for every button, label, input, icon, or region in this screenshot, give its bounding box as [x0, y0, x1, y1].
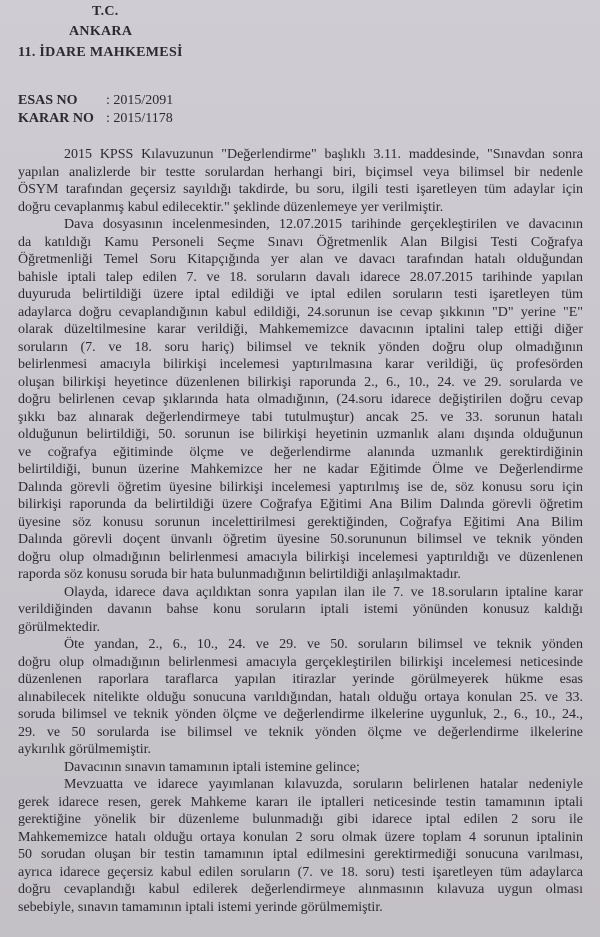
- text-line: gerek idarece resen, gerek Mahkeme kararı ile iptalleri neticesinde testin tamamının iptali: [18, 794, 583, 810]
- text-line: doğru cevaplanmış kabul edilecektir." şeklinde düzenlemeye yer verilmiştir.: [18, 199, 444, 215]
- text-line: doğru olup olmadığının belirlenmesi amacıyla gerçekleştirilen bilirkişi incelemesi neticesinde: [18, 654, 583, 670]
- text-line: aykırılık görülmemiştir.: [18, 742, 151, 757]
- text-line: gerektiğine yönelik bir düzenleme bulunmadığı gibi idarece iptal edilen 2 soru ile: [18, 812, 583, 827]
- text-line: düzenlenen raporlara taraflarca yapılan itirazlar yerinde görülmeyerek hükme esas: [18, 672, 583, 687]
- text-line: Davacının sınavın tamamının iptali istemine gelince;: [64, 759, 360, 775]
- text-line: soruların (7. ve 18. soru hariç) bilimsel ve teknik yönden doğru olup olmadığının: [18, 339, 583, 355]
- text-line: oluşan bilirkişi heyetince düzenlenen bilirkişi raporunda 2., 6., 10., 24. ve 29. sorularda ve: [18, 374, 583, 390]
- decision-body: [18, 146, 583, 916]
- text-line: 29. ve 50 sorularda ise bilimsel ve teknik yönden ölçme ve değerlendirme ilkelerine: [18, 724, 583, 740]
- text-line: belirtildiği, bunun üzerine Mahkemizce her ne kadar Eğitimde Ölme ve Değerlendirme: [18, 462, 583, 477]
- text-line: bahisle iptali talep edilen 7. ve 18. soruların davalı idarece 28.07.2015 tarihinde yapılan: [18, 269, 583, 285]
- paragraph: [18, 584, 583, 637]
- text-line: Öte yandan, 2., 6., 10., 24. ve 29. ve 50. soruların bilimsel ve teknik yönden: [64, 637, 583, 652]
- text-line: adaylarca doğru cevaplandığının kabul edildiği, 24.sorunun ise cevap şıkkının "D" yerine "E": [18, 304, 583, 320]
- paragraph: [18, 216, 583, 584]
- esas-no-label: ESAS NO: [18, 93, 78, 108]
- text-line: ayrıca idarece geçersiz kabul edilen soruların (7. ve 18. soru) testi işaretleyen tüm adaylarca: [18, 864, 583, 880]
- header-court-name: 11. İDARE MAHKEMESİ: [18, 45, 183, 60]
- text-line: 2015 KPSS Kılavuzunun "Değerlendirme" başlıklı 3.11. maddesinde, "Sınavdan sonra: [64, 147, 583, 162]
- esas-no-row: [18, 93, 173, 109]
- text-line: ÖSYM tarafından geçersiz sayıldığı takdirde, bu soru, ilgili testi işaretleyen tüm adaylar için: [18, 182, 583, 197]
- text-line: Olayda, idarece dava açıldıktan sonra yapılan ilan ile 7. ve 18.soruların iptaline karar: [64, 584, 583, 600]
- text-line: doğru olup olmadığının belirlenmesi amacıyla bilirkişi incelemesi yaptırıldığı ve düzenlenen: [18, 549, 583, 565]
- text-line: Dava dosyasının incelenmesinden, 12.07.2015 tarihinde gerçekleştirilen ve davacının: [64, 217, 583, 232]
- text-line: Öğretmenliği Temel Soru Kitapçığında yer alan ve davacı tarafından hatalı olduğundan: [18, 252, 583, 267]
- text-line: doğru cevaplandığı kabul edilerek değerlendirmeye alınmasının kılavuza uygun olması: [18, 882, 583, 897]
- karar-no-value: : 2015/1178: [106, 111, 173, 126]
- text-line: soruda bilimsel ve teknik yönden ölçme ve değerlendirme ilkelerine uygunluk, 2., 6., 10., 24.,: [18, 707, 583, 722]
- text-line: Mahkememizce hatalı olduğu ortaya konulan 2 soru olmak üzere toplam 4 sorunun iptalinin: [18, 829, 583, 845]
- text-line: olarak düzeltilmesine karar verildiği, Mahkememizce davacının iptalini talep ettiği diğer: [18, 322, 583, 337]
- karar-no-row: [18, 111, 173, 127]
- text-line: ve coğrafya eğitiminde ölçme ve değerlendirme alanında uzmanlık gerektirdiğinin: [18, 444, 583, 460]
- header-city: ANKARA: [69, 24, 133, 39]
- text-line: bilirkişi raporunda da belirtildiği üzere Coğrafya Eğitimi Ana Bilim Dalında görevli öğretim: [18, 497, 583, 512]
- text-line: alınabilecek nitelikte olduğu sonucuna varıldığından, hatalı olduğu ortaya konulan 25. ve 33.: [18, 689, 583, 705]
- text-line: doğru belirlenen cevap şıklarında hata olmadığının, (24.soru idarece değiştirilen doğru cevap: [18, 392, 583, 407]
- text-line: Dalında görevli doçent ünvanlı öğretim üyesine 50.sorununun bilimsel ve teknik yönden: [18, 532, 583, 547]
- text-line: raporda söz konusu soruda bir hata bulunmadığının belirtildiği anlaşılmaktadır.: [18, 567, 461, 582]
- text-line: verildiğinden davanın bahse konu soruların iptali istemi yönünden konusuz kaldığı: [18, 602, 583, 617]
- text-line: üyesine söz konusu sorunun incelettirilmesi gerektiğinden, Coğrafya Eğitimi Ana Bilim: [18, 514, 583, 530]
- text-line: sebebiyle, sınavın tamamının iptali istemi yerinde görülmemiştir.: [18, 899, 383, 915]
- text-line: görülmektedir.: [18, 619, 101, 635]
- karar-no-label: KARAR NO: [18, 111, 94, 126]
- text-line: da katıldığı Kamu Personeli Seçme Sınavı Öğretmenlik Alan Bilgisi Testi Coğrafya: [18, 234, 583, 250]
- paragraph: [18, 636, 583, 759]
- paragraph: [18, 776, 583, 916]
- text-line: yapılan analizlerde bir testte sorulardan herhangi biri, biçimsel veya bilimsel bir nedenle: [18, 164, 583, 180]
- paragraph: [18, 146, 583, 216]
- header-country: T.C.: [92, 4, 119, 19]
- text-line: duyuruda belirtildiği üzere iptal edildiği ve iptal edilen soruların testi işaretleyen tüm: [18, 287, 583, 302]
- text-line: belirlenmesi amacıyla bilirkişi incelemesi yaptırılmasına karar verildiği, üç profesörden: [18, 357, 583, 372]
- text-line: Dalında görevli öğretim üyesine bilirkişi incelemesi yaptırılmış ise de, söz konusu soru için: [18, 479, 583, 495]
- text-line: şıkkı baz alınarak değerlendirmeye tabi tutulmuştur) ancak 25. ve 33. sorunun hatalı: [18, 409, 583, 425]
- text-line: Mevzuatta ve idarece yayımlanan kılavuzda, soruların belirlenen hatalar nedeniyle: [64, 777, 583, 792]
- text-line: 50 sorudan oluşan bir testin tamamının iptal edilmesini gerektirmediği sonucuna varılması,: [18, 847, 583, 862]
- paragraph: [18, 759, 583, 777]
- text-line: olduğunun belirtildiği, 50. sorunun ise bilirkişi heyetinin uzmanlık alanı dışında olduğunun: [18, 427, 583, 442]
- esas-no-value: : 2015/2091: [106, 93, 174, 108]
